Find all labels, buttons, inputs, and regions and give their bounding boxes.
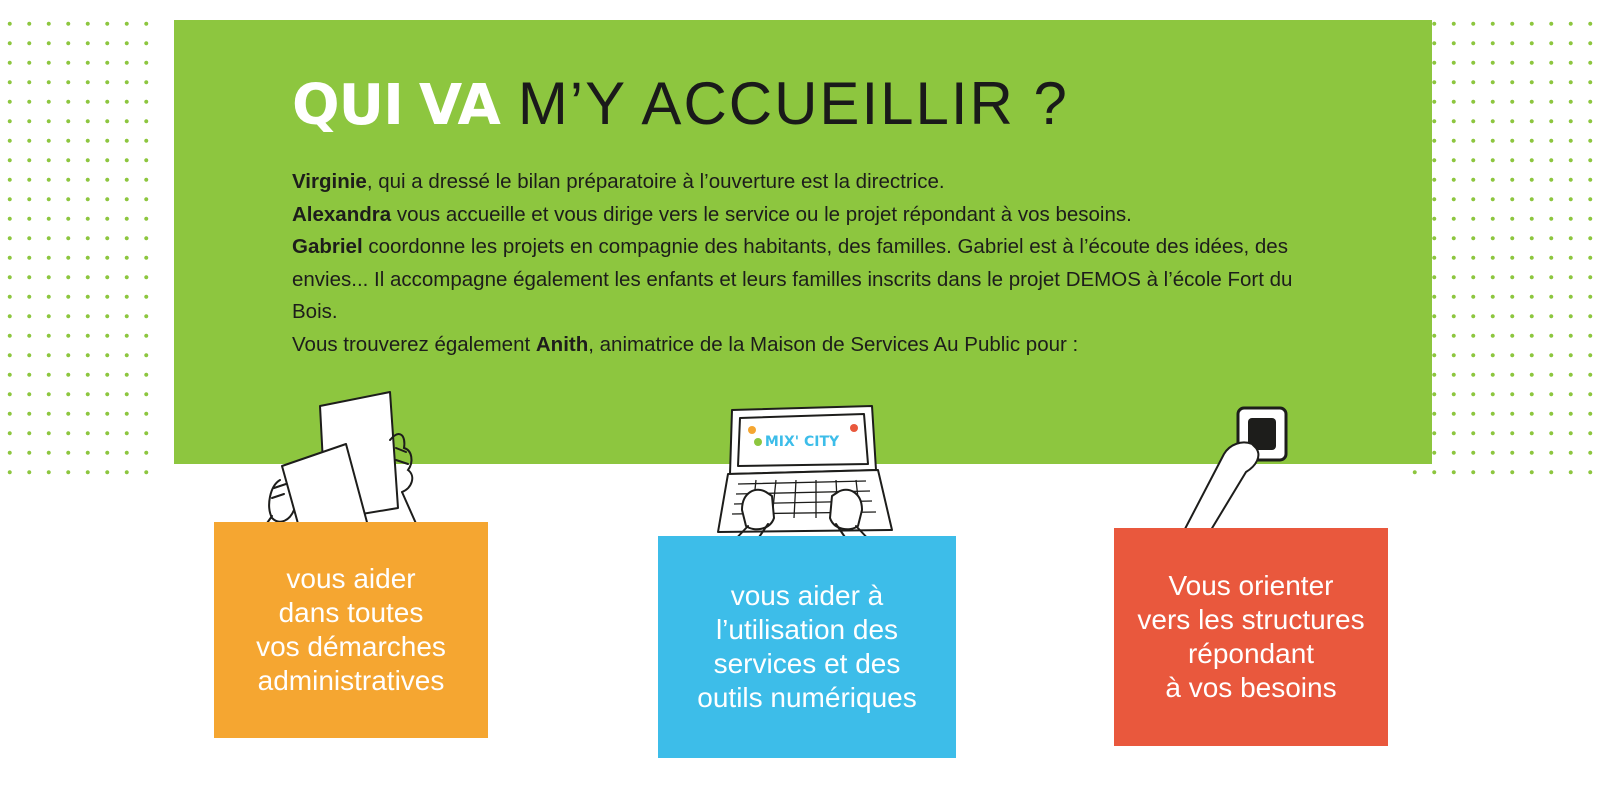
card-text: Vous orienter vers les structures répondant à vos besoins (1137, 570, 1365, 703)
title-rest: M’Y ACCUEILLIR ? (517, 70, 1069, 137)
dot-pattern-right (1405, 14, 1607, 484)
person-name: Virginie (292, 170, 367, 193)
person-name: Anith (535, 332, 589, 356)
paragraph-virginie: Virginie, qui a dressé le bilan préparatoire à l’ouverture est la directrice. (292, 170, 945, 193)
card-text: vous aider à l’utilisation des services et des outils numériques (697, 580, 917, 713)
card-text: vous aider dans toutes vos démarches administratives (256, 563, 446, 696)
laptop-logo-text: MIX' CITY (764, 434, 840, 450)
papers-hands-illustration (250, 388, 440, 538)
page-title (292, 64, 1069, 146)
dot-pattern-left (0, 14, 160, 484)
card-orientation (1114, 528, 1388, 746)
paragraph-anith: Vous trouverez également Anith, animatrice de la Maison de Services Au Public pour : (292, 332, 1079, 356)
title-word-qui: QUI (292, 73, 403, 138)
card-digital-help (658, 536, 956, 758)
person-name: Alexandra (292, 202, 392, 226)
person-name: Gabriel (292, 235, 363, 258)
intro-text (292, 166, 1302, 361)
paragraph-alexandra: Alexandra vous accueille et vous dirige vers le service ou le projet répondant à vos besoins. (292, 202, 1132, 226)
card-administrative-help (214, 522, 488, 738)
paragraph-gabriel: Gabriel coordonne les projets en compagnie des habitants, des familles. Gabriel est à l’écoute des idées, des envies... Il accompagne également les enfants et leurs familles inscrits dans le projet DEMOS à l’école Fort du Bois. (292, 235, 1293, 323)
title-word-va: VA (418, 73, 500, 138)
